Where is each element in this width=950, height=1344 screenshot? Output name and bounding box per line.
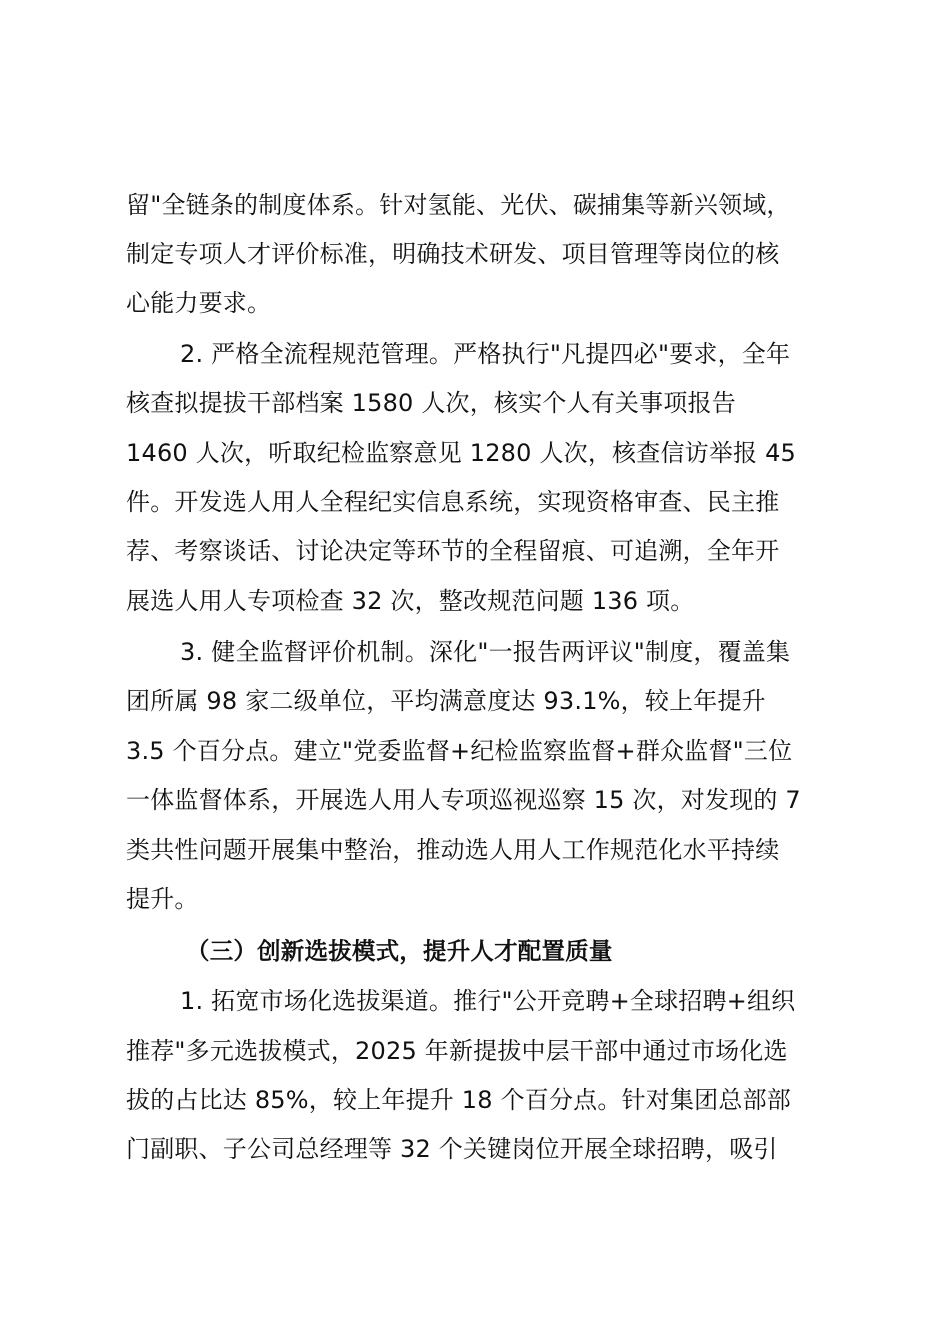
paragraph-line: 团所属 98 家二级单位，平均满意度达 93.1%，较上年提升 [126, 687, 766, 715]
paragraph-line: 类共性问题开展集中整治，推动选人用人工作规范化水平持续 [126, 836, 780, 864]
paragraph-line: 门副职、子公司总经理等 32 个关键岗位开展全球招聘，吸引 [126, 1135, 778, 1163]
paragraph-line: 核查拟提拔干部档案 1580 人次，核实个人有关事项报告 [126, 389, 736, 417]
paragraph-line: 展选人用人专项检查 32 次，整改规范问题 136 项。 [126, 587, 695, 615]
section-heading: （三）创新选拔模式，提升人才配置质量 [186, 937, 613, 965]
paragraph-line: 留"全链条的制度体系。针对氢能、光伏、碳捕集等新兴领域， [126, 191, 791, 219]
paragraph-line: 拔的占比达 85%，较上年提升 18 个百分点。针对集团总部部 [126, 1086, 791, 1114]
item-3-heading-line: 3. 健全监督评价机制。深化"一报告两评议"制度，覆盖集 [180, 638, 791, 666]
paragraph-line: 推荐"多元选拔模式，2025 年新提拔中层干部中通过市场化选 [126, 1037, 788, 1065]
item-2-heading-line: 2. 严格全流程规范管理。严格执行"凡提四必"要求，全年 [180, 340, 791, 368]
paragraph-line: 件。开发选人用人全程纪实信息系统，实现资格审查、民主推 [126, 488, 780, 516]
paragraph-line: 制定专项人才评价标准，明确技术研发、项目管理等岗位的核 [126, 240, 780, 268]
paragraph-line: 3.5 个百分点。建立"党委监督+纪检监察监督+群众监督"三位 [126, 737, 793, 765]
paragraph-line: 1460 人次，听取纪检监察意见 1280 人次，核查信访举报 45 [126, 439, 797, 467]
paragraph-line: 荐、考察谈话、讨论决定等环节的全程留痕、可追溯，全年开 [126, 537, 780, 565]
paragraph-line: 提升。 [126, 885, 199, 913]
paragraph-line: 心能力要求。 [126, 289, 272, 317]
item-1-heading-line: 1. 拓宽市场化选拔渠道。推行"公开竞聘+全球招聘+组织 [180, 987, 796, 1015]
paragraph-line: 一体监督体系，开展选人用人专项巡视巡察 15 次，对发现的 7 [126, 786, 801, 814]
